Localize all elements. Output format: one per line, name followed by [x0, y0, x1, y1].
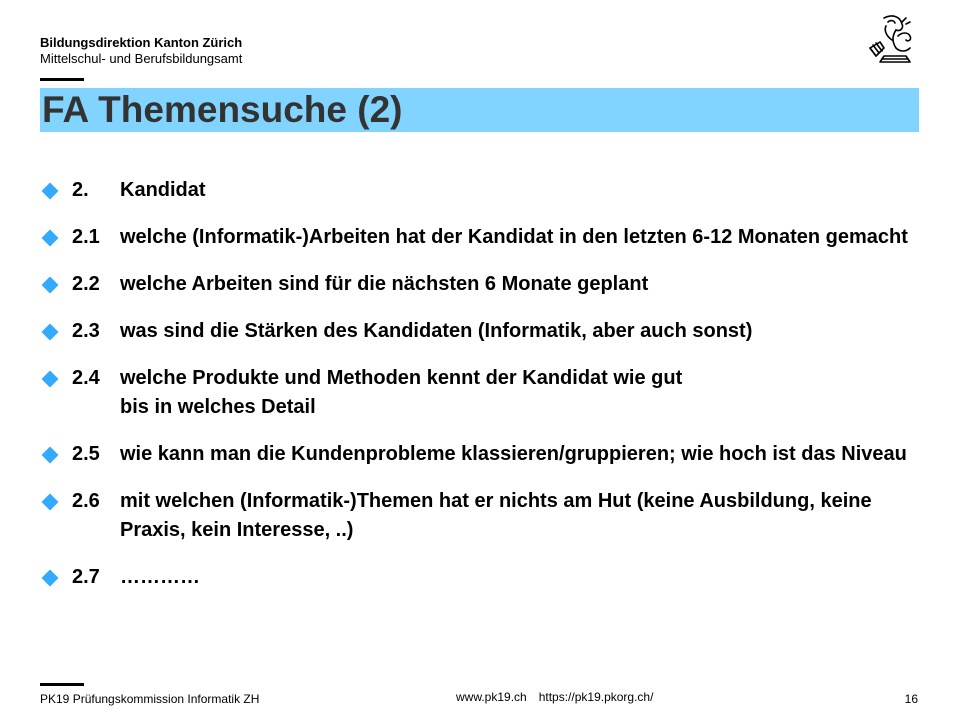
title-bar — [40, 88, 919, 132]
list-item — [40, 487, 920, 545]
diamond-bullet-icon — [42, 494, 59, 511]
item-text: wie kann man die Kundenprobleme klassieren/gruppieren; wie hoch ist das Niveau — [120, 443, 907, 465]
item-number: 2.3 — [72, 320, 100, 342]
page-number: 16 — [904, 692, 918, 706]
list-item — [40, 317, 920, 346]
list-item — [40, 270, 920, 299]
diamond-bullet-icon — [42, 570, 59, 587]
item-number: 2.5 — [72, 443, 100, 465]
footer-organization: PK19 Prüfungskommission Informatik ZH — [40, 692, 260, 706]
item-text: welche (Informatik-)Arbeiten hat der Kandidat in den letzten 6-12 Monaten gemacht — [120, 226, 908, 248]
item-text: welche Arbeiten sind für die nächsten 6 Monate geplant — [120, 273, 649, 295]
item-number: 2.7 — [72, 566, 100, 588]
diamond-bullet-icon — [42, 371, 59, 388]
item-text: welche Produkte und Methoden kennt der Kandidat wie gut — [120, 367, 683, 389]
diamond-bullet-icon — [42, 324, 59, 341]
list-item — [40, 563, 920, 592]
canton-zurich-lion-logo-icon — [862, 12, 918, 68]
item-number: 2.4 — [72, 367, 100, 389]
item-text: was sind die Stärken des Kandidaten (Informatik, aber auch sonst) — [120, 320, 753, 342]
pkorg-link[interactable]: https://pk19.pkorg.ch/ — [538, 690, 654, 704]
website-link[interactable]: www.pk19.ch — [456, 690, 527, 704]
diamond-bullet-icon — [42, 447, 59, 464]
bullet-list — [40, 176, 920, 592]
footer-links — [456, 690, 653, 704]
item-text-continuation: bis in welches Detail — [120, 396, 316, 418]
item-number: 2.2 — [72, 273, 100, 295]
list-item — [40, 176, 920, 205]
diamond-bullet-icon — [42, 183, 59, 200]
list-item — [40, 223, 920, 252]
slide-title: FA Themensuche (2) — [42, 89, 403, 130]
org-subtitle: Mittelschul- und Berufsbildungsamt — [40, 51, 243, 66]
org-name: Bildungsdirektion Kanton Zürich — [40, 35, 243, 50]
item-text: ………… — [120, 566, 200, 588]
item-text: Kandidat — [120, 179, 206, 201]
item-number: 2. — [72, 179, 89, 201]
item-number: 2.1 — [72, 226, 100, 248]
header-rule — [40, 78, 84, 81]
diamond-bullet-icon — [42, 277, 59, 294]
list-item — [40, 364, 920, 422]
organization-header — [40, 35, 242, 67]
footer-rule — [40, 683, 84, 686]
list-item — [40, 440, 920, 469]
item-text: mit welchen (Informatik-)Themen hat er nichts am Hut (keine Ausbildung, keine Praxis, kein Interesse, ..) — [120, 490, 872, 541]
item-number: 2.6 — [72, 490, 100, 512]
diamond-bullet-icon — [42, 230, 59, 247]
